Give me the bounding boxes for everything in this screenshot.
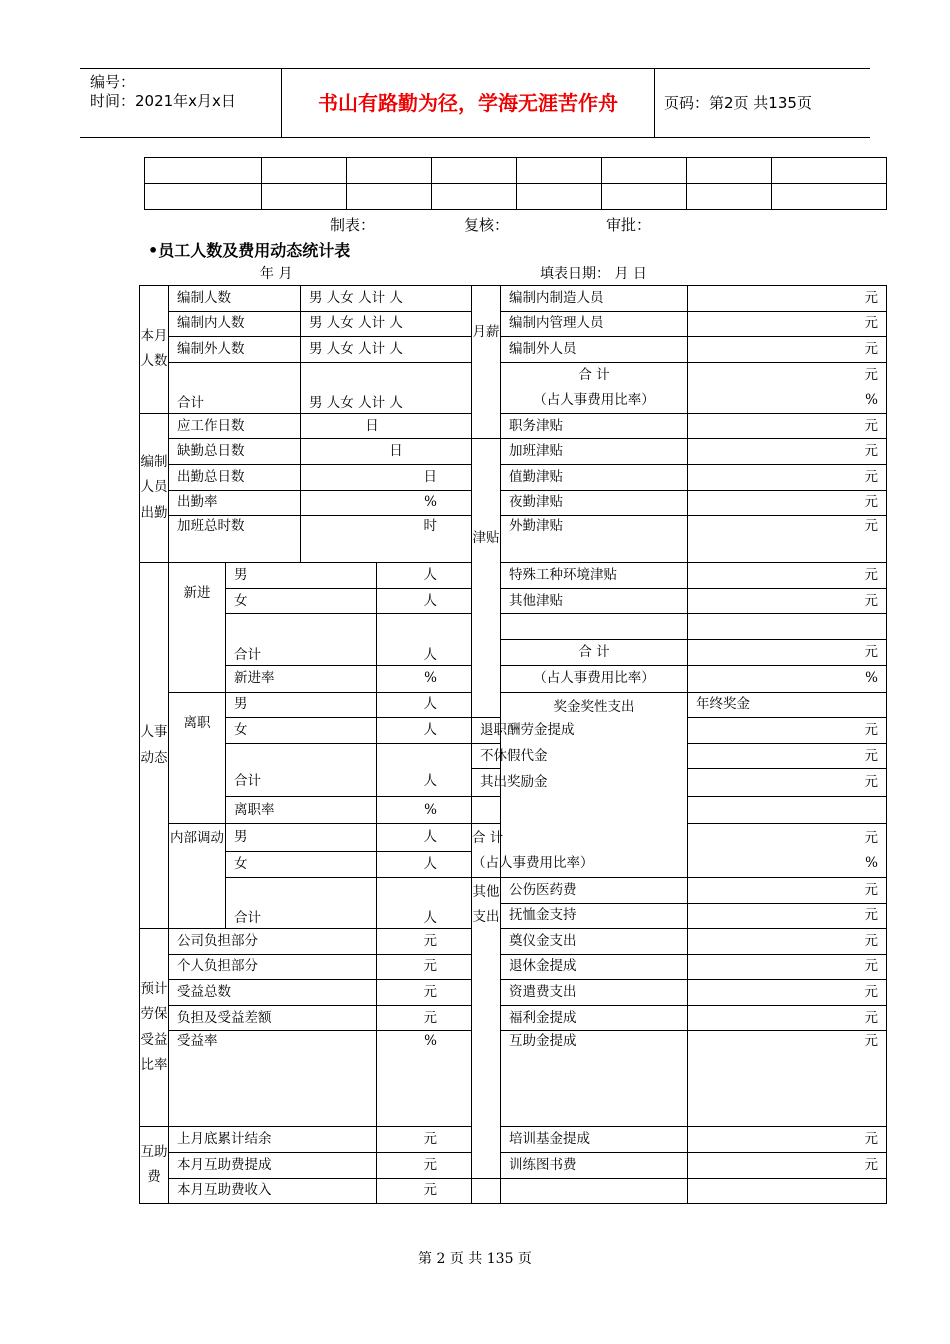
- unit-yuan: 元: [688, 769, 887, 797]
- table-row: [140, 588, 887, 614]
- row-label: 女: [226, 852, 377, 878]
- prepared-by-label: 制表：: [330, 216, 376, 234]
- unit-person: 人: [377, 824, 472, 852]
- blank-cell: [501, 1178, 688, 1204]
- unit-yuan: 元: [688, 464, 887, 490]
- row-label: 缺勤总日数: [169, 439, 301, 465]
- header-divider: [654, 69, 655, 137]
- new-hire-group: 新进: [169, 563, 226, 692]
- row-label: 编制外人数: [169, 337, 301, 363]
- row-label: 其出奖励金: [472, 769, 501, 797]
- unit-day: 日: [301, 464, 472, 490]
- unit-yuan: 元: [688, 1031, 887, 1127]
- unit-yuan: 元: [688, 337, 887, 363]
- unit-yuan: 元: [688, 413, 887, 439]
- row-label: 互助金提成: [501, 1031, 688, 1127]
- table-row: [140, 929, 887, 955]
- row-label: 男: [226, 563, 377, 589]
- allowance-total: 合 计: [501, 639, 688, 665]
- row-label: 女: [226, 718, 377, 744]
- approved-by-label: 审批：: [606, 216, 652, 234]
- bonus-total: 合 计 （占人事费用比率）: [472, 824, 501, 878]
- row-label: 受益总数: [169, 980, 377, 1006]
- allowance-group: 津贴: [472, 439, 501, 718]
- table-row: [140, 954, 887, 980]
- row-label: 合计: [169, 362, 301, 413]
- unit-yuan: 元: [688, 1127, 887, 1153]
- table-row: [140, 980, 887, 1006]
- table-row: [140, 1031, 887, 1127]
- page-header: [80, 68, 870, 138]
- blank-cell: [472, 797, 501, 824]
- row-label: 职务津贴: [501, 413, 688, 439]
- row-label: 加班总时数: [169, 516, 301, 563]
- row-label: 资遣费支出: [501, 980, 688, 1006]
- table-row: [140, 464, 887, 490]
- resignation-group: 离职: [169, 692, 226, 824]
- row-label: 退职酬劳金提成: [472, 718, 501, 744]
- table-row: [140, 614, 887, 640]
- row-label: 抚恤金支持: [501, 903, 688, 929]
- unit-yuan: 元: [377, 954, 472, 980]
- unit-yuan: 元: [688, 929, 887, 955]
- unit-day: 日: [301, 439, 472, 465]
- table-row: [140, 665, 887, 692]
- row-label: 退休金提成: [501, 954, 688, 980]
- row-label: 受益率: [169, 1031, 377, 1127]
- row-label: 训练图书费: [501, 1153, 688, 1179]
- headcount-group: 本月人数: [140, 286, 169, 414]
- unit-yuan: 元: [377, 929, 472, 955]
- unit-person: 人: [377, 718, 472, 744]
- unit-percent: %: [301, 490, 472, 516]
- unit-person: 人: [377, 692, 472, 718]
- row-label: 编制内管理人员: [501, 311, 688, 337]
- blank-cell: [688, 614, 887, 640]
- other-expense-group: 其他支出: [472, 877, 501, 1178]
- unit-yuan: 元: [688, 980, 887, 1006]
- table-row: [140, 692, 887, 718]
- row-label: 应工作日数: [169, 413, 301, 439]
- unit-person: 人: [377, 563, 472, 589]
- row-label: 本月互助费提成: [169, 1153, 377, 1179]
- table-row: [140, 516, 887, 563]
- row-label: 不休假代金: [472, 743, 501, 769]
- row-label: 加班津贴: [501, 439, 688, 465]
- attendance-group: 编制人员出勤: [140, 413, 169, 562]
- row-label: 公司负担部分: [169, 929, 377, 955]
- unit-percent: %: [377, 1031, 472, 1127]
- bonus-group: 奖金奖性支出: [501, 692, 688, 877]
- report-year-month: 年 月: [260, 266, 293, 282]
- salary-group: 月薪: [472, 286, 501, 439]
- table-row: [140, 311, 887, 337]
- gender-count: 男 人女 人计 人: [301, 337, 472, 363]
- gender-count: 男 人女 人计 人: [301, 362, 472, 413]
- row-label: 合计: [226, 614, 377, 665]
- table-row: [140, 1005, 887, 1031]
- row-label: 负担及受益差额: [169, 1005, 377, 1031]
- row-label: 上月底累计结余: [169, 1127, 377, 1153]
- row-label: 其他津贴: [501, 588, 688, 614]
- row-label: 离职率: [226, 797, 377, 824]
- unit-yuan: 元: [688, 588, 887, 614]
- table-row: [145, 158, 887, 184]
- page-footer: 第 2 页 共 135 页: [418, 1251, 532, 1267]
- unit-yuan: 元: [688, 439, 887, 465]
- unit-person: 人: [377, 614, 472, 665]
- row-label: 新进率: [226, 665, 377, 692]
- table-row: [140, 1178, 887, 1204]
- row-label: 女: [226, 588, 377, 614]
- row-label: 公伤医药费: [501, 877, 688, 903]
- header-page-number: 页码：第2页 共135页: [664, 94, 812, 112]
- document-number-label: 编号：: [90, 73, 136, 91]
- row-label: 编制外人员: [501, 337, 688, 363]
- row-label: 合计: [226, 877, 377, 928]
- unit-yuan: 元: [688, 903, 887, 929]
- reviewed-by-label: 复核：: [464, 216, 510, 234]
- unit-yuan: 元: [688, 639, 887, 665]
- unit-hour: 时: [301, 516, 472, 563]
- unit-yuan: 元: [688, 286, 887, 312]
- row-label: 福利金提成: [501, 1005, 688, 1031]
- unit-person: 人: [377, 877, 472, 928]
- staff-statistics-table: [139, 285, 887, 1204]
- blank-cell: [688, 1178, 887, 1204]
- row-label: 年终奖金: [688, 692, 887, 718]
- table-row: [140, 337, 887, 363]
- unit-person: 人: [377, 743, 472, 797]
- unit-day: 日: [301, 413, 472, 439]
- row-label: 编制内人数: [169, 311, 301, 337]
- unit-yuan: 元: [688, 311, 887, 337]
- mutual-aid-group: 互助费: [140, 1127, 169, 1204]
- unit-percent: %: [377, 665, 472, 692]
- row-label: 编制内制造人员: [501, 286, 688, 312]
- row-label: 男: [226, 692, 377, 718]
- table-row: [140, 413, 887, 439]
- table-row: [140, 490, 887, 516]
- row-label: 男: [226, 824, 377, 852]
- table-row: [140, 563, 887, 589]
- unit-yuan: 元: [688, 516, 887, 563]
- blank-cell: [501, 614, 688, 640]
- unit-yuan: 元: [688, 743, 887, 769]
- table-row: [140, 362, 887, 413]
- gender-count: 男 人女 人计 人: [301, 286, 472, 312]
- transfer-group: 内部调动: [169, 824, 226, 929]
- row-label: 个人负担部分: [169, 954, 377, 980]
- row-label: 本月互助费收入: [169, 1178, 377, 1204]
- unit-yuan: 元: [377, 1127, 472, 1153]
- row-label: 值勤津贴: [501, 464, 688, 490]
- row-label: 外勤津贴: [501, 516, 688, 563]
- unit-yuan: 元: [377, 1153, 472, 1179]
- row-label: 编制人数: [169, 286, 301, 312]
- header-meta: [90, 73, 236, 111]
- row-label: 合计: [226, 743, 377, 797]
- personnel-group: 人事动态: [140, 563, 169, 929]
- unit-yuan: 元: [377, 1005, 472, 1031]
- row-label: 夜勤津贴: [501, 490, 688, 516]
- header-motto: 书山有路勤为径，学海无涯苦作舟: [318, 91, 618, 115]
- table-title: •员工人数及费用动态统计表: [148, 241, 351, 260]
- unit-percent: %: [688, 665, 887, 692]
- row-label: 特殊工种环境津贴: [501, 563, 688, 589]
- row-label: 奠仪金支出: [501, 929, 688, 955]
- unit-yuan: 元: [377, 980, 472, 1006]
- unit-percent: %: [377, 797, 472, 824]
- unit-yuan: 元: [688, 1153, 887, 1179]
- table-row: [140, 286, 887, 312]
- blank-grid-table: [144, 157, 887, 210]
- unit-yuan: 元: [688, 877, 887, 903]
- blank-cell: [472, 1178, 501, 1204]
- salary-total-units: 元 %: [688, 362, 887, 413]
- table-row: [145, 184, 887, 210]
- table-row: [140, 1127, 887, 1153]
- table-row: [140, 877, 887, 903]
- unit-yuan: 元: [688, 563, 887, 589]
- fill-date-label: 填表日期： 月 日: [540, 266, 647, 282]
- insurance-group: 预计劳保受益比率: [140, 929, 169, 1127]
- unit-yuan: 元: [688, 1005, 887, 1031]
- row-label: 培训基金提成: [501, 1127, 688, 1153]
- unit-yuan: 元: [377, 1178, 472, 1204]
- unit-yuan: 元: [688, 490, 887, 516]
- unit-yuan: 元: [688, 718, 887, 744]
- table-row: [140, 1153, 887, 1179]
- unit-person: 人: [377, 852, 472, 878]
- bonus-total-units: 元 %: [688, 824, 887, 878]
- table-row: [140, 439, 887, 465]
- unit-person: 人: [377, 588, 472, 614]
- allowance-ratio: （占人事费用比率）: [501, 665, 688, 692]
- blank-cell: [688, 797, 887, 824]
- row-label: 出勤总日数: [169, 464, 301, 490]
- document-time-label: 时间：2021年x月x日: [90, 92, 236, 110]
- gender-count: 男 人女 人计 人: [301, 311, 472, 337]
- salary-total: 合 计 （占人事费用比率）: [501, 362, 688, 413]
- unit-yuan: 元: [688, 954, 887, 980]
- row-label: 出勤率: [169, 490, 301, 516]
